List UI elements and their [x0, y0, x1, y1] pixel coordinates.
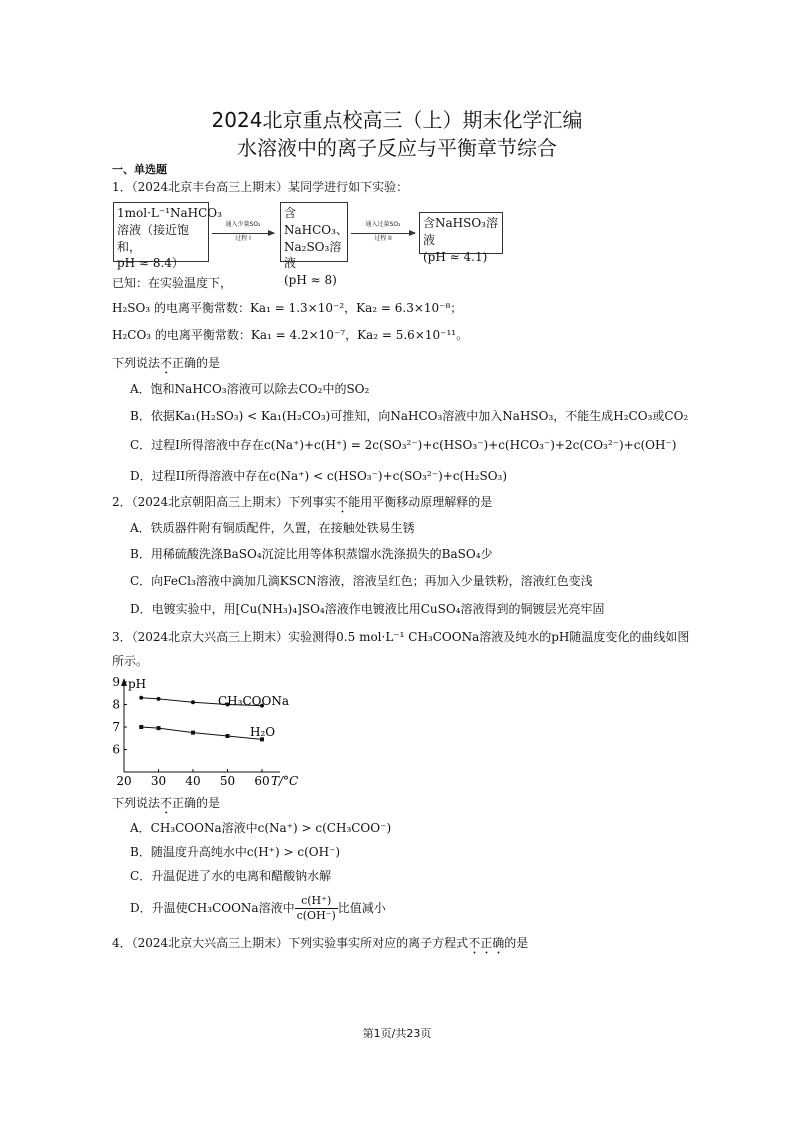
- data-point: [139, 696, 143, 700]
- box3-line: 含NaHSO₃溶液: [423, 216, 498, 247]
- page-footer: 第1页/共23页: [362, 1027, 432, 1040]
- q1-option-b: B．依据Ka₁(H₂SO₃) < Ka₁(H₂CO₃)可推知，向NaHCO₃溶液中加入NaHSO₃，不能生成H₂CO₃或CO₂: [130, 409, 689, 423]
- q3-ph-chart: [110, 672, 310, 792]
- q3-option-d-fraction: [295, 894, 338, 923]
- q1-question-pre: 下列说法: [112, 356, 161, 370]
- series-h2o: [139, 725, 264, 741]
- x-tick-label: 60: [254, 774, 270, 788]
- q1-question-emphasis: 不: [160, 356, 173, 370]
- q1-arrow-2: [351, 233, 415, 234]
- y-tick-label: 6: [112, 742, 120, 757]
- y-tick-label: 9: [112, 675, 120, 689]
- legend-ch3coona: CH₃COONa: [218, 694, 289, 708]
- q2-stem-emphasis: 不: [336, 495, 349, 509]
- q3-question-pre: 下列说法: [112, 796, 161, 810]
- q4-stem: [112, 936, 528, 957]
- y-tick-label: 8: [112, 697, 120, 712]
- fraction-denominator: c(OH⁻): [296, 908, 336, 922]
- q1-h2so3-constants: H₂SO₃ 的电离平衡常数：Ka₁ = 1.3×10⁻²，Ka₂ = 6.3×10⁻⁸；: [112, 301, 463, 315]
- q3-stem-line2: 所示。: [112, 654, 149, 668]
- q2-option-b: B．用稀硫酸洗涤BaSO₄沉淀比用等体积蒸馏水洗涤损失的BaSO₄少: [130, 547, 493, 561]
- data-point: [191, 700, 195, 704]
- q4-stem-pre: 4．（2024北京大兴高三上期末）下列实验事实所对应的离子方程式: [112, 936, 469, 950]
- q1-known: 已知：在实验温度下，: [112, 276, 233, 290]
- q2-option-d: D．电镀实验中，用[Cu(NH₃)₄]SO₄溶液作电镀液比用CuSO₄溶液得到的铜镀层光亮牢固: [130, 602, 605, 616]
- q3-option-d: [130, 894, 386, 923]
- q1-option-a: A．饱和NaHCO₃溶液可以除去CO₂中的SO₂: [130, 382, 370, 396]
- data-point: [157, 726, 161, 730]
- q3-option-a: A．CH₃COONa溶液中c(Na⁺) > c(CH₃COO⁻): [130, 821, 392, 835]
- y-axis-label: pH: [128, 677, 147, 691]
- x-axis-label: T/°C: [271, 774, 299, 788]
- q3-question: [112, 796, 220, 817]
- q1-question: [112, 356, 220, 377]
- q1-arrow2-top: 通入过量SO₂: [365, 221, 401, 228]
- box2-line: Na₂SO₃溶液: [284, 239, 342, 271]
- q1-box-end: [419, 212, 503, 264]
- y-tick-labels: [112, 675, 127, 757]
- q2-option-c: C．向FeCl₃溶液中滴加几滴KSCN溶液，溶液呈红色；再加入少量铁粉，溶液红色变浅: [130, 574, 593, 588]
- x-tick-label: 50: [219, 774, 236, 788]
- box2-line: 含NaHCO₃、: [284, 206, 348, 237]
- q1-option-c: C．过程I所得溶液中存在c(Na⁺)+c(H⁺) = 2c(SO₃²⁻)+c(HSO₃⁻)+c(HCO₃⁻)+2c(CO₃²⁻)+c(OH⁻): [130, 438, 677, 452]
- fraction-numerator: c(H⁺): [295, 894, 338, 909]
- q3-option-d-post: 比值减小: [337, 900, 386, 915]
- data-point: [139, 725, 143, 729]
- q1-box-middle: [280, 202, 348, 288]
- box3-line: (pH ≈ 4.1): [423, 249, 488, 264]
- q1-box-start: [113, 202, 222, 271]
- section-heading: 一、单选题: [112, 163, 167, 176]
- x-tick-label: 40: [185, 774, 201, 788]
- box1-line: pH ≈ 8.4）: [117, 256, 184, 271]
- doc-title-line1: 2024北京重点校高三（上）期末化学汇编: [211, 108, 583, 132]
- x-tick-label: 20: [116, 774, 132, 788]
- box2-line: (pH ≈ 8): [284, 273, 337, 288]
- data-point: [157, 697, 161, 701]
- q4-stem-emphasis: 不正确: [468, 936, 505, 950]
- data-point: [226, 734, 230, 738]
- data-point: [191, 731, 195, 735]
- q1-arrow2-bottom: 过程 II: [374, 235, 392, 242]
- doc-title-line2: 水溶液中的离子反应与平衡章节综合: [237, 136, 557, 160]
- q2-stem-pre: 2．（2024北京朝阳高三上期末）下列事实: [112, 495, 337, 509]
- q2-stem-post: 能用平衡移动原理解释的是: [348, 495, 493, 509]
- box1-line: 1mol·L⁻¹NaHCO₃: [117, 206, 222, 220]
- q1-question-post: 正确的是: [172, 356, 221, 370]
- q3-question-emphasis: 不: [160, 796, 173, 810]
- q2-stem: [112, 495, 492, 516]
- q4-stem-post: 的是: [504, 936, 529, 950]
- q1-arrow-1: [212, 233, 274, 234]
- q2-option-a: A．铁质器件附有铜质配件，久置，在接触处铁易生锈: [130, 521, 415, 535]
- q1-h2co3-constants: H₂CO₃ 的电离平衡常数：Ka₁ = 4.2×10⁻⁷，Ka₂ = 5.6×10⁻¹¹。: [112, 328, 469, 342]
- q3-option-c: C．升温促进了水的电离和醋酸钠水解: [130, 869, 332, 883]
- q1-arrow1-top: 通入少量SO₂: [225, 221, 261, 228]
- q1-stem: 1．（2024北京丰台高三上期末）某同学进行如下实验：: [112, 180, 409, 194]
- q1-option-d: D．过程II所得溶液中存在c(Na⁺) < c(HSO₃⁻)+c(SO₃²⁻)+c(H₂SO₃): [130, 469, 508, 483]
- q3-option-d-pre: D．升温使CH₃COONa溶液中: [130, 900, 295, 915]
- q1-arrow1-bottom: 过程 I: [235, 235, 251, 242]
- box1-line: 溶液（接近饱和，: [117, 222, 190, 254]
- q3-question-post: 正确的是: [172, 796, 221, 810]
- q3-stem-line1: 3．（2024北京大兴高三上期末）实验测得0.5 mol·L⁻¹ CH₃COONa溶液及纯水的pH随温度变化的曲线如图: [112, 630, 690, 644]
- legend-h2o: H₂O: [250, 725, 276, 739]
- x-tick-label: 30: [150, 774, 167, 788]
- q3-option-b: B．随温度升高纯水中c(H⁺) > c(OH⁻): [130, 845, 341, 859]
- y-tick-label: 7: [112, 720, 120, 734]
